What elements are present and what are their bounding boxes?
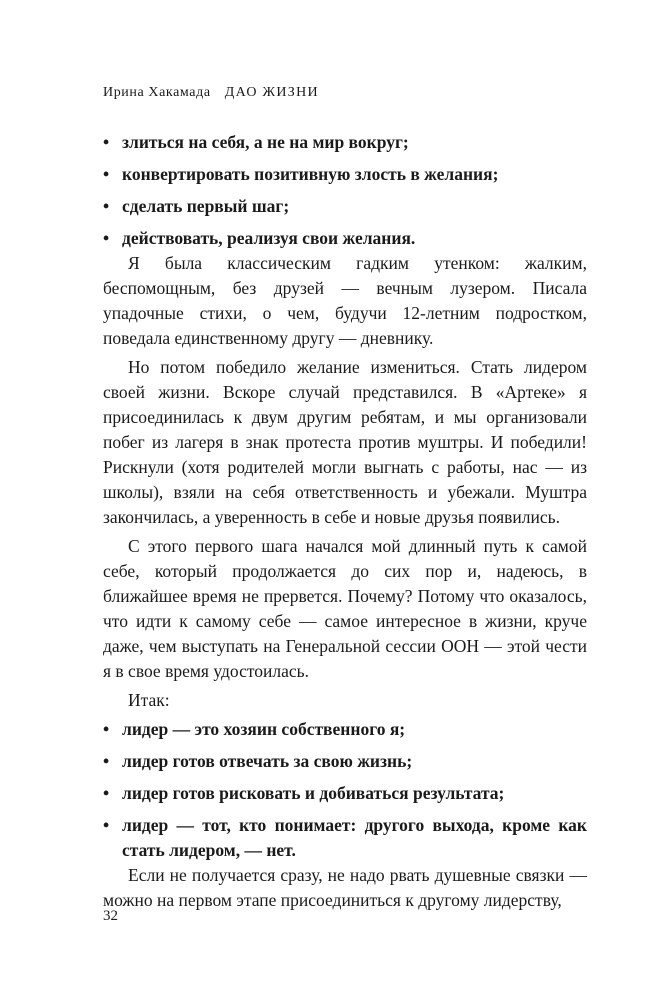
- bullet-icon: •: [103, 783, 110, 803]
- list-item-text: лидер готов отвечать за свою жизнь;: [122, 751, 413, 771]
- paragraph: Если не получается сразу, не надо рвать душевные связки — можно на первом этапе присоединиться к другому лидерству,: [103, 865, 587, 910]
- list-item-text: лидер — это хозяин собственного я;: [122, 719, 406, 739]
- bullet-list-actions: [103, 130, 587, 251]
- list-item: [103, 781, 587, 806]
- bullet-icon: •: [103, 815, 110, 835]
- list-item-text: сделать первый шаг;: [122, 196, 290, 216]
- list-item-text: лидер готов рисковать и добиваться результата;: [122, 783, 505, 803]
- bullet-icon: •: [103, 719, 110, 739]
- page-number: 32: [103, 908, 118, 924]
- paragraph-itak: Итак:: [128, 690, 170, 710]
- list-item-text: конвертировать позитивную злость в желания;: [122, 164, 499, 184]
- running-head: [103, 85, 319, 101]
- bullet-icon: •: [103, 228, 110, 248]
- book-title: ДАО ЖИЗНИ: [224, 85, 319, 100]
- list-item-text: действовать, реализуя свои желания.: [122, 228, 416, 248]
- author-name: Ирина Хакамада: [103, 85, 211, 100]
- bullet-icon: •: [103, 164, 110, 184]
- page-content: [103, 130, 587, 913]
- list-item: [103, 813, 587, 863]
- list-item: [103, 162, 587, 187]
- list-item-text: лидер — тот, кто понимает: другого выхода, кроме как стать лидером, — нет.: [122, 815, 587, 860]
- list-item: [103, 194, 587, 219]
- list-item: [103, 130, 587, 155]
- bullet-icon: •: [103, 132, 110, 152]
- paragraph: Но потом победило желание измениться. Стать лидером своей жизни. Вскоре случай представился. В «Артеке» я присоединилась к двум другим ребятам, и мы организовали побег из лагеря в знак протеста против муштры. И победили! Рискнули (хотя родителей могли выгнать с работы, нас — из школы), взяли на себя ответственность и убежали. Муштра закончилась, а уверенность в себе и новые друзья появились.: [103, 357, 587, 527]
- paragraph: Я была классическим гадким утенком: жалким, беспомощным, без друзей — вечным лузером. Писала упадочные стихи, о чем, будучи 12-летним подростком, поведала единственному другу — дневнику.: [103, 253, 587, 348]
- list-item: [103, 717, 587, 742]
- list-item: [103, 226, 587, 251]
- bullet-icon: •: [103, 196, 110, 216]
- list-item-text: злиться на себя, а не на мир вокруг;: [122, 132, 409, 152]
- list-item: [103, 749, 587, 774]
- paragraph: С этого первого шага начался мой длинный путь к самой себе, который продолжается до сих пор и, надеюсь, в ближайшее время не прервется. Почему? Потому что оказалось, что идти к самому себе — самое интересное в жизни, круче даже, чем выступать на Генеральной сессии ООН — этой чести я в свое время удостоилась.: [103, 536, 587, 681]
- bullet-icon: •: [103, 751, 110, 771]
- bullet-list-leader: [103, 717, 587, 863]
